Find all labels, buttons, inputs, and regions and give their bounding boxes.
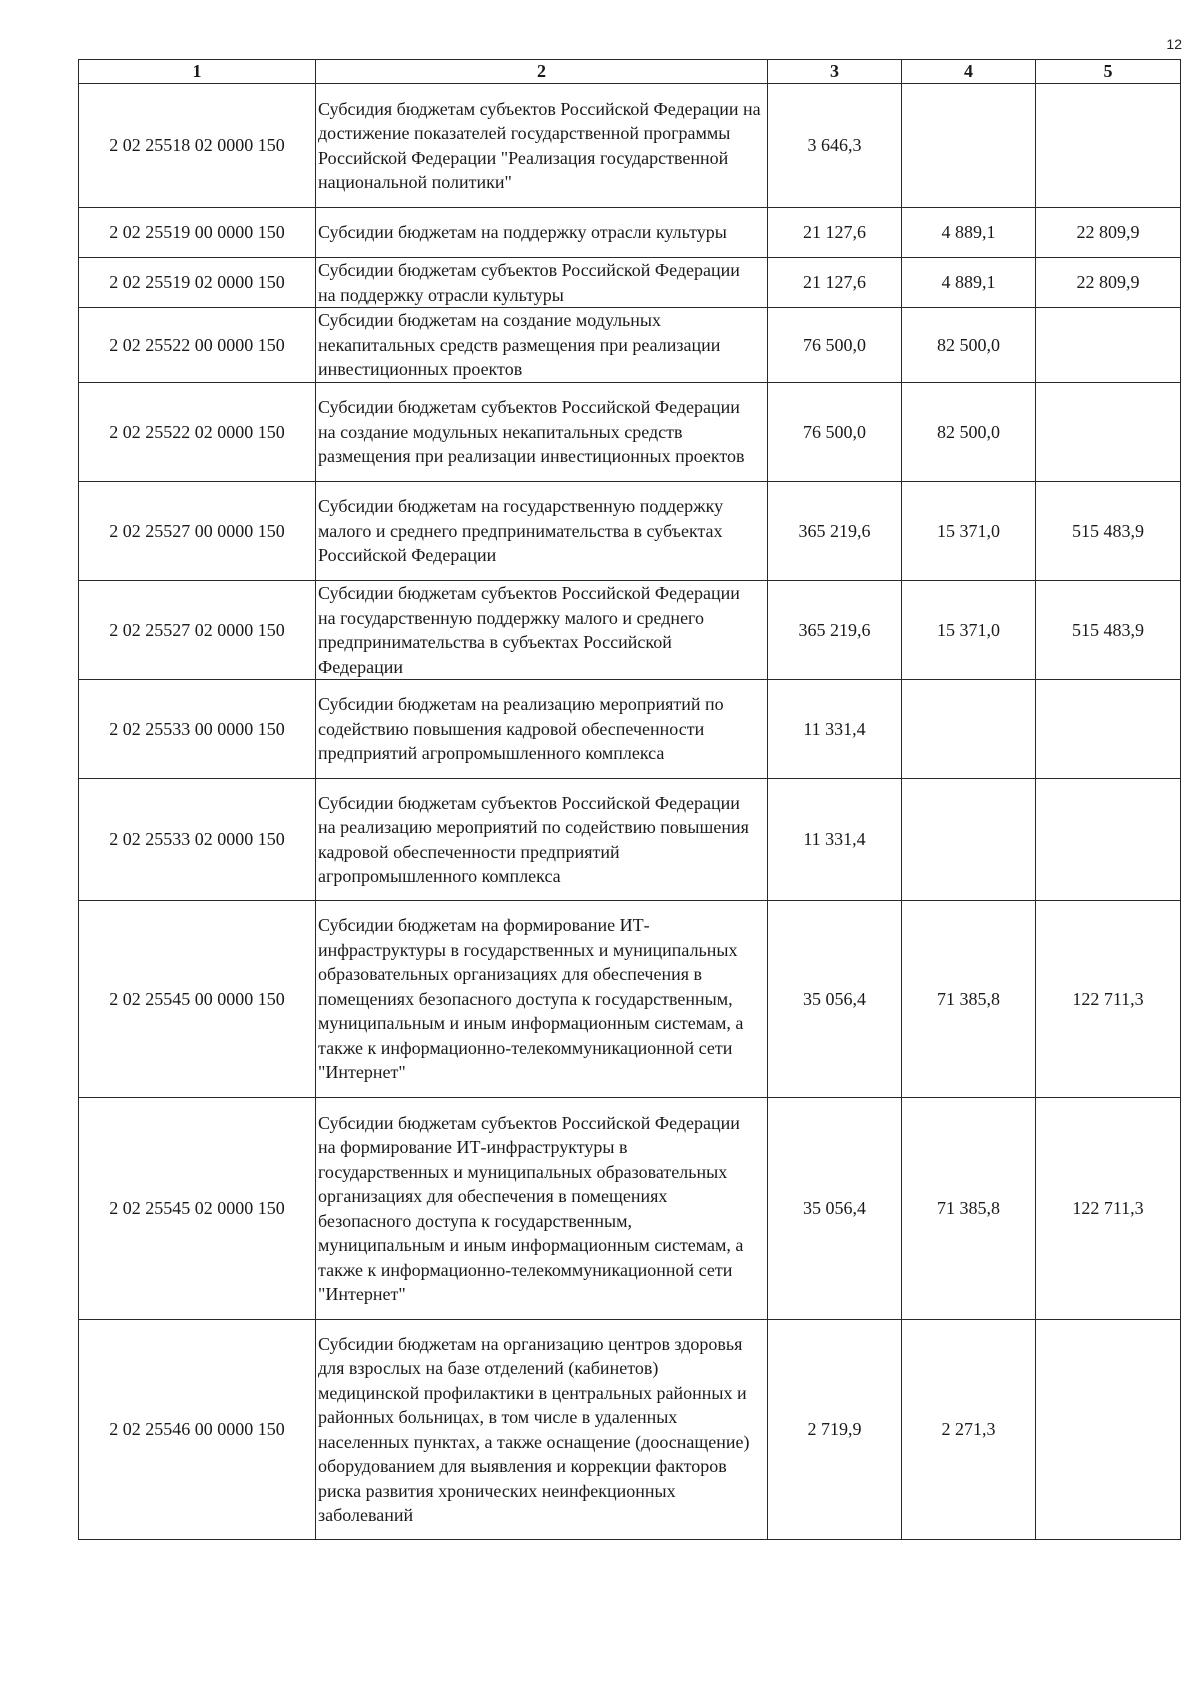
column-header-4: 4 bbox=[902, 60, 1036, 84]
column-header-2: 2 bbox=[316, 60, 768, 84]
table-row bbox=[79, 482, 1181, 581]
budget-code-cell: 2 02 25545 00 0000 150 bbox=[79, 901, 316, 1098]
amount-col5-cell: 122 711,3 bbox=[1036, 1098, 1181, 1320]
table-row bbox=[79, 308, 1181, 383]
column-header-3: 3 bbox=[768, 60, 902, 84]
amount-col5-cell bbox=[1036, 84, 1181, 208]
amount-col4-cell bbox=[902, 680, 1036, 779]
description-cell: Субсидии бюджетам субъектов Российской Федерации на государственную поддержку малого и среднего предпринимательства в субъектах Российской Федерации bbox=[316, 581, 768, 680]
amount-col3-cell: 365 219,6 bbox=[768, 482, 902, 581]
description-cell: Субсидии бюджетам на поддержку отрасли культуры bbox=[316, 208, 768, 258]
description-cell: Субсидии бюджетам субъектов Российской Федерации на формирование ИТ-инфраструктуры в государственных и муниципальных образовательных организациях для обеспечения в помещениях безопасного доступа к государственным, муниципальным и иным информационным системам, а также к информационно-телекоммуникационной сети "Интернет" bbox=[316, 1098, 768, 1320]
budget-code-cell: 2 02 25522 00 0000 150 bbox=[79, 308, 316, 383]
amount-col5-cell: 515 483,9 bbox=[1036, 581, 1181, 680]
budget-code-cell: 2 02 25522 02 0000 150 bbox=[79, 383, 316, 482]
budget-code-cell: 2 02 25527 02 0000 150 bbox=[79, 581, 316, 680]
table-row bbox=[79, 1098, 1181, 1320]
amount-col4-cell: 82 500,0 bbox=[902, 308, 1036, 383]
amount-col5-cell bbox=[1036, 308, 1181, 383]
amount-col3-cell: 11 331,4 bbox=[768, 779, 902, 901]
amount-col4-cell: 4 889,1 bbox=[902, 208, 1036, 258]
amount-col4-cell: 71 385,8 bbox=[902, 1098, 1036, 1320]
amount-col4-cell: 71 385,8 bbox=[902, 901, 1036, 1098]
table-row bbox=[79, 901, 1181, 1098]
table-row bbox=[79, 258, 1181, 308]
budget-code-cell: 2 02 25545 02 0000 150 bbox=[79, 1098, 316, 1320]
column-header-1: 1 bbox=[79, 60, 316, 84]
amount-col5-cell: 22 809,9 bbox=[1036, 208, 1181, 258]
amount-col5-cell bbox=[1036, 1320, 1181, 1540]
description-cell: Субсидии бюджетам субъектов Российской Федерации на создание модульных некапитальных средств размещения при реализации инвестиционных проектов bbox=[316, 383, 768, 482]
table-row bbox=[79, 680, 1181, 779]
amount-col4-cell: 4 889,1 bbox=[902, 258, 1036, 308]
budget-code-cell: 2 02 25533 02 0000 150 bbox=[79, 779, 316, 901]
table-row bbox=[79, 208, 1181, 258]
budget-code-cell: 2 02 25527 00 0000 150 bbox=[79, 482, 316, 581]
amount-col4-cell: 15 371,0 bbox=[902, 482, 1036, 581]
description-cell: Субсидии бюджетам на формирование ИТ-инфраструктуры в государственных и муниципальных образовательных организациях для обеспечения в помещениях безопасного доступа к государственным, муниципальным и иным информационным системам, а также к информационно-телекоммуникационной сети "Интернет" bbox=[316, 901, 768, 1098]
description-cell: Субсидии бюджетам субъектов Российской Федерации на поддержку отрасли культуры bbox=[316, 258, 768, 308]
header-row bbox=[79, 60, 1181, 84]
amount-col4-cell bbox=[902, 84, 1036, 208]
description-cell: Субсидии бюджетам субъектов Российской Федерации на реализацию мероприятий по содействию повышения кадровой обеспеченности предприятий агропромышленного комплекса bbox=[316, 779, 768, 901]
amount-col5-cell bbox=[1036, 383, 1181, 482]
amount-col5-cell bbox=[1036, 680, 1181, 779]
description-cell: Субсидии бюджетам на создание модульных некапитальных средств размещения при реализации инвестиционных проектов bbox=[316, 308, 768, 383]
amount-col3-cell: 76 500,0 bbox=[768, 308, 902, 383]
budget-code-cell: 2 02 25518 02 0000 150 bbox=[79, 84, 316, 208]
amount-col5-cell: 515 483,9 bbox=[1036, 482, 1181, 581]
table-row bbox=[79, 383, 1181, 482]
description-cell: Субсидии бюджетам на реализацию мероприятий по содействию повышения кадровой обеспеченности предприятий агропромышленного комплекса bbox=[316, 680, 768, 779]
column-header-5: 5 bbox=[1036, 60, 1181, 84]
budget-code-cell: 2 02 25519 02 0000 150 bbox=[79, 258, 316, 308]
table-row bbox=[79, 581, 1181, 680]
description-cell: Субсидии бюджетам на государственную поддержку малого и среднего предпринимательства в субъектах Российской Федерации bbox=[316, 482, 768, 581]
amount-col3-cell: 21 127,6 bbox=[768, 208, 902, 258]
amount-col4-cell: 2 271,3 bbox=[902, 1320, 1036, 1540]
amount-col3-cell: 21 127,6 bbox=[768, 258, 902, 308]
amount-col3-cell: 11 331,4 bbox=[768, 680, 902, 779]
amount-col4-cell: 15 371,0 bbox=[902, 581, 1036, 680]
amount-col4-cell bbox=[902, 779, 1036, 901]
amount-col3-cell: 35 056,4 bbox=[768, 901, 902, 1098]
budget-code-cell: 2 02 25519 00 0000 150 bbox=[79, 208, 316, 258]
table-row bbox=[79, 1320, 1181, 1540]
amount-col5-cell bbox=[1036, 779, 1181, 901]
page-number: 12 bbox=[1166, 36, 1182, 52]
description-cell: Субсидии бюджетам на организацию центров здоровья для взрослых на базе отделений (кабинетов) медицинской профилактики в центральных районных и районных больницах, в том числе в удаленных населенных пунктах, а также оснащение (дооснащение) оборудованием для выявления и коррекции факторов риска развития хронических неинфекционных заболеваний bbox=[316, 1320, 768, 1540]
description-cell: Субсидия бюджетам субъектов Российской Федерации на достижение показателей государственной программы Российской Федерации "Реализация государственной национальной политики" bbox=[316, 84, 768, 208]
amount-col5-cell: 122 711,3 bbox=[1036, 901, 1181, 1098]
amount-col3-cell: 76 500,0 bbox=[768, 383, 902, 482]
budget-code-cell: 2 02 25533 00 0000 150 bbox=[79, 680, 316, 779]
amount-col3-cell: 2 719,9 bbox=[768, 1320, 902, 1540]
budget-table bbox=[78, 59, 1181, 1540]
table-row bbox=[79, 84, 1181, 208]
amount-col4-cell: 82 500,0 bbox=[902, 383, 1036, 482]
table-row bbox=[79, 779, 1181, 901]
amount-col3-cell: 3 646,3 bbox=[768, 84, 902, 208]
amount-col3-cell: 35 056,4 bbox=[768, 1098, 902, 1320]
amount-col3-cell: 365 219,6 bbox=[768, 581, 902, 680]
amount-col5-cell: 22 809,9 bbox=[1036, 258, 1181, 308]
budget-code-cell: 2 02 25546 00 0000 150 bbox=[79, 1320, 316, 1540]
